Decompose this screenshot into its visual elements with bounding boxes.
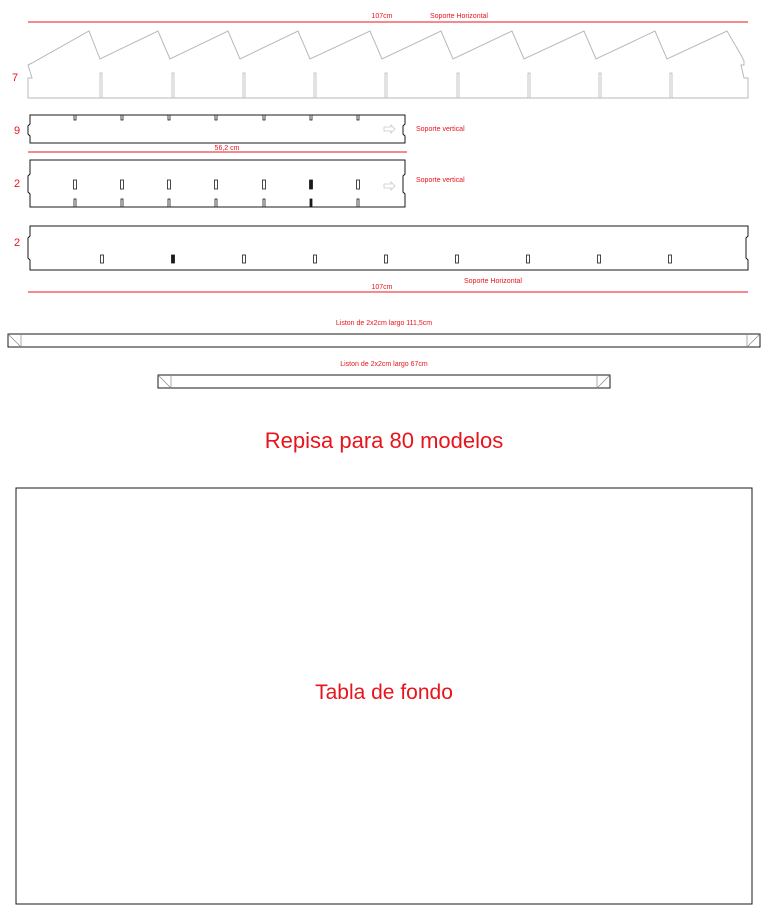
part-label-horizontal-top: Soporte Horizontal <box>430 13 488 20</box>
short-batten-miter-left <box>158 375 171 388</box>
inner-slot <box>357 180 360 189</box>
notched-support-notches <box>74 115 359 120</box>
inner-slot <box>172 255 175 263</box>
bottom-notch <box>310 199 312 207</box>
top-notch <box>310 115 312 120</box>
vertical-notched-support-group <box>14 115 465 152</box>
horizontal-slotted-outline <box>28 226 748 270</box>
inner-slot <box>527 255 530 263</box>
arrow-right-icon <box>384 125 395 133</box>
top-notch <box>74 115 76 120</box>
inner-slot <box>310 180 313 189</box>
zigzag-slots <box>100 73 672 98</box>
long-batten-group <box>8 320 760 347</box>
inner-slot <box>263 180 266 189</box>
quantity-label-4: 2 <box>14 237 21 249</box>
zigzag-slot <box>172 73 174 98</box>
part-label-vertical-2: Soporte vertical <box>416 177 465 184</box>
bottom-notch <box>263 199 265 207</box>
top-notch <box>168 115 170 120</box>
horizontal-slotted-slots <box>101 255 672 263</box>
bottom-notch <box>121 199 123 207</box>
zigzag-slot <box>100 73 102 98</box>
top-notch <box>263 115 265 120</box>
zigzag-slot <box>385 73 387 98</box>
short-batten-miter-right <box>597 375 610 388</box>
inner-slot <box>168 180 171 189</box>
short-batten-label: Liston de 2x2cm largo 67cm <box>340 361 428 368</box>
quantity-label-1: 7 <box>12 72 19 84</box>
horizontal-zigzag-support-group <box>12 13 748 98</box>
part-label-horizontal-bottom: Soporte Horizontal <box>464 278 522 285</box>
quantity-label-3: 2 <box>14 178 21 190</box>
zigzag-slot <box>243 73 245 98</box>
zigzag-slot <box>599 73 601 98</box>
zigzag-slot <box>670 73 672 98</box>
bottom-notch <box>74 199 76 207</box>
inner-slot <box>101 255 104 263</box>
top-notch <box>121 115 123 120</box>
horizontal-slotted-support-group <box>14 226 748 292</box>
short-batten-group <box>158 361 610 388</box>
vertical-slotted-support-group <box>14 160 465 207</box>
long-batten-miter-left <box>8 334 21 347</box>
inner-slot <box>215 180 218 189</box>
main-title: Repisa para 80 modelos <box>264 428 504 453</box>
short-batten <box>158 375 610 388</box>
inner-slot <box>385 255 388 263</box>
long-batten-miter-right <box>747 334 760 347</box>
quantity-label-2: 9 <box>14 125 21 137</box>
top-notch <box>215 115 217 120</box>
slotted-support-slots <box>74 180 360 207</box>
zigzag-support-outline <box>28 31 748 98</box>
top-notch <box>357 115 359 120</box>
inner-slot <box>456 255 459 263</box>
long-batten-label: Liston de 2x2cm largo 111,5cm <box>335 320 433 327</box>
bottom-notch <box>168 199 170 207</box>
inner-slot <box>121 180 124 189</box>
bottom-notch <box>215 199 217 207</box>
inner-slot <box>314 255 317 263</box>
dimension-label-vertical: 56,2 cm <box>214 145 240 152</box>
zigzag-slot <box>528 73 530 98</box>
zigzag-slot <box>314 73 316 98</box>
inner-slot <box>243 255 246 263</box>
dimension-label-top: 107cm <box>371 13 393 20</box>
arrow-right-icon <box>384 182 395 190</box>
zigzag-slot <box>457 73 459 98</box>
inner-slot <box>669 255 672 263</box>
inner-slot <box>598 255 601 263</box>
dimension-label-bottom: 107cm <box>371 284 393 291</box>
long-batten <box>8 334 760 347</box>
inner-slot <box>74 180 77 189</box>
bottom-notch <box>357 199 359 207</box>
back-board-label: Tabla de fondo <box>315 681 453 704</box>
part-label-vertical-1: Soporte vertical <box>416 126 465 133</box>
